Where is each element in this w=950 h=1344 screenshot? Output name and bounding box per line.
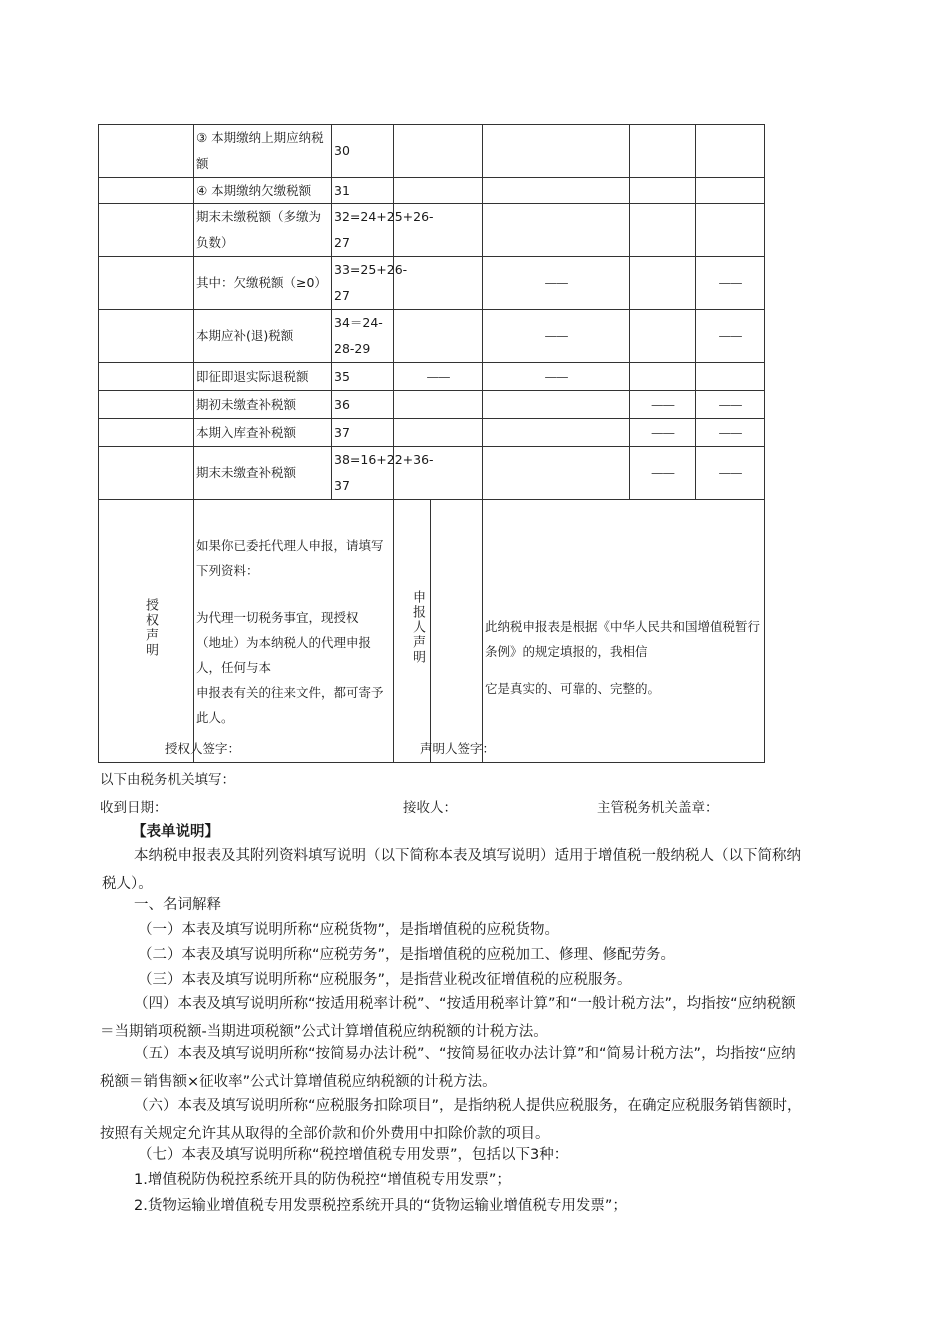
row-code: 30	[332, 125, 394, 178]
item7: （七）本表及填写说明所称“税控增值税专用发票”，包括以下3种：	[138, 1147, 569, 1163]
row-col2	[483, 204, 630, 257]
instructions-intro: 本纳税申报表及其附列资料填写说明（以下简称本表及填写说明）适用于增值税一般纳税人（以下简称纳税人）。	[102, 848, 801, 892]
sub2: 2.货物运输业增值税专用发票税控系统开具的“货物运输业增值税专用发票”；	[134, 1198, 627, 1214]
row-col4	[696, 125, 765, 178]
item5: （五）本表及填写说明所称“按简易办法计税”、“按简易征收办法计算”和“简易计税方法”，均指按“应纳税额＝销售额×征收率”公式计算增值税应纳税额的计税方法。	[100, 1046, 796, 1090]
table-row	[99, 447, 765, 500]
row-col3	[630, 204, 696, 257]
row-code: 31	[332, 178, 394, 204]
row-blank-cell	[99, 419, 194, 447]
row-col2: ——	[483, 257, 630, 310]
row-col1: ——	[394, 363, 483, 391]
table-row	[99, 391, 765, 419]
row-label: 期末未缴税额（多缴为负数）	[194, 204, 332, 257]
row-blank-cell	[99, 257, 194, 310]
applicant-title-cell	[394, 500, 496, 763]
applicant-text2: 它是真实的、可靠的、完整的。	[485, 680, 661, 696]
instructions-heading: 【表单说明】	[132, 824, 219, 840]
table-row	[99, 310, 765, 363]
row-col4: ——	[696, 310, 765, 363]
auth-text4: 申报表有关的往来文件，都可寄予此人。	[196, 684, 384, 725]
row-code: 34＝24-28-29	[332, 310, 394, 363]
row-blank-cell	[99, 310, 194, 363]
row-code: 35	[332, 363, 394, 391]
row-label: 其中：欠缴税额（≥0）	[194, 257, 332, 310]
row-col2: ——	[483, 310, 630, 363]
office-fill: 以下由税务机关填写：	[100, 772, 235, 788]
row-blank-cell	[99, 363, 194, 391]
table-row	[99, 363, 765, 391]
row-col1	[394, 178, 483, 204]
row-code: 38=16+22+36-37	[332, 447, 394, 500]
section1-title: 一、名词解释	[134, 897, 221, 913]
row-col2	[483, 178, 630, 204]
row-code: 33=25+26-27	[332, 257, 394, 310]
row-blank-cell	[99, 204, 194, 257]
item6: （六）本表及填写说明所称“应税服务扣除项目”，是指纳税人提供应税服务，在确定应税服务销售额时，按照有关规定允许其从取得的全部价款和价外费用中扣除价款的项目。	[100, 1098, 802, 1142]
table-row	[99, 204, 765, 257]
row-label: ④ 本期缴纳欠缴税额	[194, 178, 332, 204]
applicant-text-cell	[483, 500, 765, 763]
row-label: 期初未缴查补税额	[194, 391, 332, 419]
tax-return-table	[98, 124, 765, 763]
row-col3	[630, 257, 696, 310]
row-col1	[394, 419, 483, 447]
row-col4: ——	[696, 257, 765, 310]
table-row	[99, 257, 765, 310]
item4: （四）本表及填写说明所称“按适用税率计税”、“按适用税率计算”和“一般计税方法”，均指按“应纳税额＝当期销项税额-当期进项税额”公式计算增值税应纳税额的计税方法。	[100, 996, 796, 1040]
auth-sign: 授权人签字：	[165, 741, 241, 756]
row-col3: ——	[630, 391, 696, 419]
auth-text2: 为代理一切税务事宜，现授权	[196, 609, 359, 625]
row-col1	[394, 310, 483, 363]
row-blank-cell	[99, 447, 194, 500]
item1: （一）本表及填写说明所称“应税货物”，是指增值税的应税货物。	[138, 922, 560, 938]
row-col4	[696, 363, 765, 391]
row-label: 即征即退实际退税额	[194, 363, 332, 391]
row-col3	[630, 363, 696, 391]
row-blank-cell	[99, 178, 194, 204]
sub1: 1.增值税防伪税控系统开具的防伪税控“增值税专用发票”；	[134, 1172, 511, 1188]
auth-title: 授权声明	[143, 598, 158, 658]
applicant-text1: 此纳税申报表是根据《中华人民共和国增值税暂行条例》的规定填报的，我相信	[485, 618, 761, 659]
auth-text3: （地址）为本纳税人的代理申报人，任何与本	[196, 634, 372, 675]
table-row	[99, 125, 765, 178]
row-col4	[696, 178, 765, 204]
row-col3: ——	[630, 447, 696, 500]
row-col3: ——	[630, 419, 696, 447]
applicant-sign: 声明人签字：	[420, 741, 496, 756]
row-label: 本期应补(退)税额	[194, 310, 332, 363]
row-col2	[483, 447, 630, 500]
row-col4	[696, 204, 765, 257]
table-row	[99, 419, 765, 447]
row-col2	[483, 391, 630, 419]
row-col4: ——	[696, 447, 765, 500]
row-col1	[394, 125, 483, 178]
auth-text-cell	[194, 500, 394, 763]
row-col3	[630, 310, 696, 363]
row-col4: ——	[696, 391, 765, 419]
row-col4: ——	[696, 419, 765, 447]
row-col2	[483, 419, 630, 447]
received-date: 收到日期：	[100, 800, 168, 816]
declaration-row	[99, 500, 765, 763]
table-row	[99, 178, 765, 204]
row-code: 36	[332, 391, 394, 419]
auth-title-cell	[99, 500, 241, 763]
auth-text1: 如果你已委托代理人申报，请填写下列资料：	[196, 537, 384, 578]
row-blank-cell	[99, 125, 194, 178]
row-label: 期末未缴查补税额	[194, 447, 332, 500]
row-blank-cell	[99, 391, 194, 419]
row-code: 37	[332, 419, 394, 447]
row-col2	[483, 125, 630, 178]
row-col3	[630, 125, 696, 178]
item3: （三）本表及填写说明所称“应税服务”，是指营业税改征增值税的应税服务。	[138, 972, 632, 988]
row-col2: ——	[483, 363, 630, 391]
row-label: ③ 本期缴纳上期应纳税额	[194, 125, 332, 178]
applicant-title: 申报人声明	[410, 590, 425, 665]
stamp: 主管税务机关盖章：	[597, 800, 719, 816]
row-label: 本期入库查补税额	[194, 419, 332, 447]
item2: （二）本表及填写说明所称“应税劳务”，是指增值税的应税加工、修理、修配劳务。	[138, 947, 676, 963]
receiver: 接收人：	[403, 800, 457, 816]
row-col3	[630, 178, 696, 204]
row-col1	[394, 391, 483, 419]
row-code: 32=24+25+26-27	[332, 204, 394, 257]
